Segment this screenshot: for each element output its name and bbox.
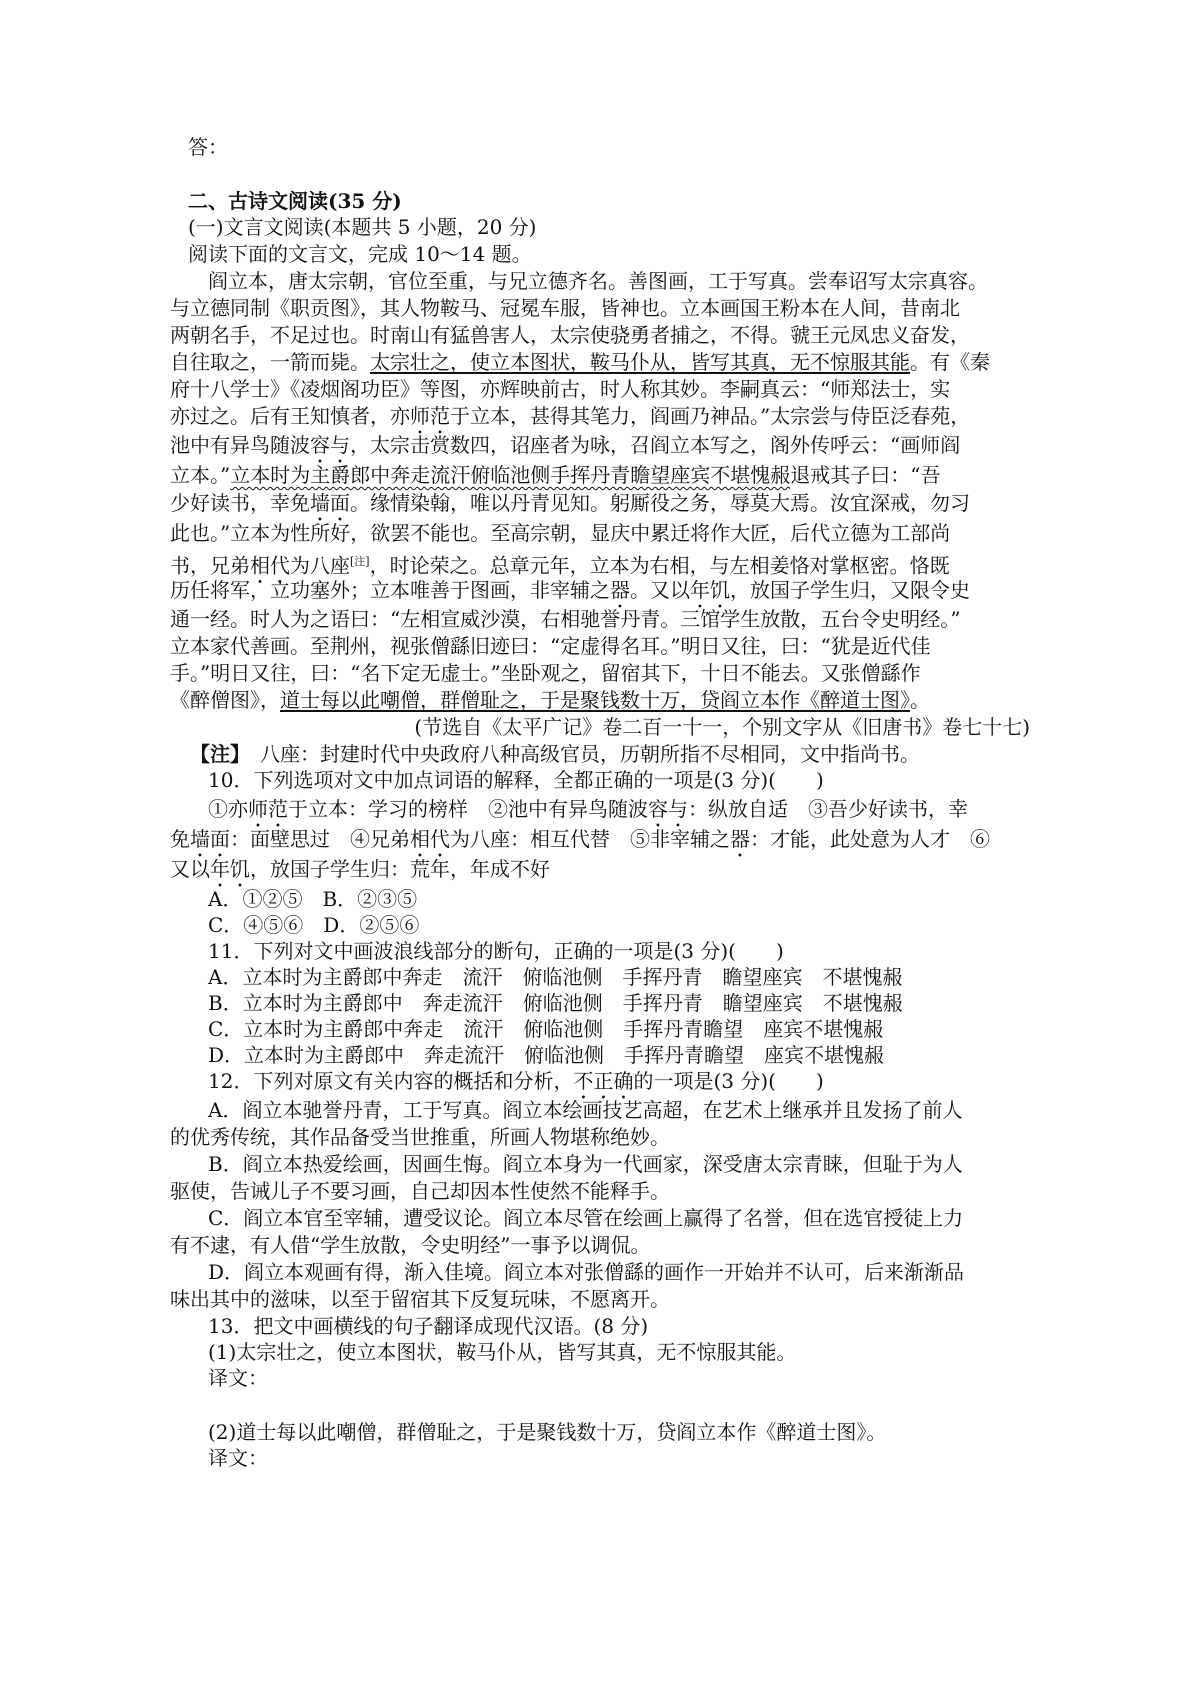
passage-text: 亦过之。后有王知慎者，亦 (170, 404, 410, 428)
passage-text: 。 (910, 688, 930, 712)
passage-line: 与立德同制《职贡图》，其人物鞍马、冠冕车服，皆神也。立本画国王粉本在人间，昔南北 (170, 296, 960, 320)
option-text: ：面壁思过 ④兄弟 (230, 827, 410, 851)
note (190, 741, 1032, 768)
dotted-word: 师范 (248, 797, 288, 821)
passage-line (170, 349, 1030, 376)
dotted-word: 容与 (310, 433, 350, 457)
section-instruction: 阅读下面的文言文，完成 10～14 题。 (188, 242, 532, 266)
sentence-to-translate: (1)太宗壮之，使立本图状，鞍马仆从，皆写其真，无不惊服其能。 (208, 1340, 797, 1364)
note-marker: [注] (350, 555, 370, 568)
passage-text: 立本。” (170, 463, 231, 487)
dotted-word: 师范 (410, 404, 450, 428)
stem-text: 12．下列对原文有关内容的概括和分析， (208, 1069, 574, 1093)
passage-text: 《醉僧图》， (170, 688, 280, 712)
passage-text: 。又以 (630, 578, 690, 602)
passage-text: ，时论荣之。总章元年，立本为右相，与左相姜恪对掌枢密。恪既 (369, 553, 950, 578)
question-option: B．阎立本热爱绘画，因画生悔。阎立本身为一代画家，深受唐太宗青睐，但耻于为人 (208, 1152, 963, 1176)
passage-text: 为八座 (290, 553, 350, 578)
option-text: ：纵放自适 ③吾少好读书，幸 (688, 797, 968, 821)
option-text: ①亦 (208, 797, 248, 821)
translation-label: 译文： (208, 1446, 268, 1470)
dotted-word: 容与 (648, 797, 688, 821)
question-option: A．立本时为主爵郎中奔走 流汗 俯临池侧 手挥丹青 瞻望座宾 不堪愧赧 (208, 965, 903, 989)
passage-text: 少好读书，幸免 (170, 491, 310, 515)
note-label: 【注】 (190, 742, 240, 766)
translate-sentence-1: 太宗壮之，使立本图状，鞍马仆从，皆写其真，无不惊服其能 (370, 350, 910, 374)
question-option: 的优秀传统，其作品备受当世推重，所画人物堪称绝妙。 (170, 1125, 670, 1149)
wavy-underlined-sentence: 立本时为主爵郎中奔走流汗俯临池侧手挥丹青瞻望座宾不堪愧赧 (230, 463, 791, 487)
question-option: 味出其中的滋味，以至于留宿其下反复玩味，不愿离开。 (170, 1287, 670, 1311)
question-option: 驱使，告诫儿子不要习画，自己却因本性使然不能释手。 (170, 1179, 670, 1203)
dotted-word: 墙面 (190, 827, 230, 851)
passage-line: 手。”明日又往，曰：“名下定无虚士。”坐卧观之，留宿其下，十日不能去。又张僧繇作 (170, 661, 921, 685)
passage-line: 府十八学士》《凌烟阁功臣》等图，亦辉映前古，时人称其妙。李嗣真云：“师郑法士，实 (170, 377, 951, 401)
question-option: D．立本时为主爵郎中 奔走流汗 俯临池侧 手挥丹青瞻望 座宾不堪愧赧 (208, 1043, 885, 1067)
question-option: C．阎立本官至宰辅，遭受议论。阎立本尽管在绘画上赢得了名誉，但在选官授徒上力 (208, 1206, 964, 1230)
passage-line: 通一经。时人为之语曰：“左相宣威沙漠，右相驰誉丹青。三馆学生放散，五台令史明经。” (170, 607, 961, 631)
passage-source: (节选自《太平广记》卷二百一十一，个别文字从《旧唐书》卷七十七) (414, 715, 1030, 739)
passage-line: 两朝名手，不足过也。时南山有猛兽害人，太宗使骁勇者捕之，不得。虢王元凤忠义奋发， (170, 323, 970, 347)
question-option: C．立本时为主爵郎中奔走 流汗 俯临池侧 手挥丹青瞻望 座宾不堪愧赧 (208, 1017, 884, 1041)
passage-line (170, 462, 1030, 489)
passage-text: 。有《秦 (910, 350, 990, 374)
option-text: ：才能，此处意为人才 ⑥ (750, 827, 990, 851)
passage-text: 书，兄弟 (170, 553, 250, 578)
passage-text: 自往取之，一箭而毙。 (170, 350, 370, 374)
question-stem: 11．下列对文中画波浪线部分的断句，正确的一项是(3 分)( ) (208, 939, 784, 963)
option-text: 为八座：相互代替 ⑤非宰辅之 (450, 827, 730, 851)
dotted-word: 器 (610, 578, 630, 602)
question-option: A．阎立本驰誉丹青，工于写真。阎立本绘画技艺高超，在艺术上继承并且发扬了前人 (208, 1098, 963, 1122)
passage-text: 。缘情染翰，唯以丹青见知。躬厮役之务，辱莫大焉。汝宜深戒，勿习 (350, 491, 970, 515)
question-option: B．立本时为主爵郎中 奔走流汗 俯临池侧 手挥丹青 瞻望座宾 不堪愧赧 (208, 991, 903, 1015)
passage-text: ，放国子学生归，又限令史 (730, 578, 970, 602)
passage-line (170, 687, 1030, 714)
question-option: 有不逮，有人借“学生放散，令史明经”一事予以调侃。 (170, 1233, 651, 1257)
option-text: 免 (170, 827, 190, 851)
dotted-word: 年饥 (690, 578, 730, 602)
dotted-word: 墙面 (310, 491, 350, 515)
section-title: 二、古诗文阅读(35 分) (188, 189, 402, 213)
option-text: 于立本：学习的榜样 ②池中有异鸟随波 (288, 797, 648, 821)
passage-line: 立本家代善画。至荆州，视张僧繇旧迹曰：“定虚得名耳。”明日又往，曰：“犹是近代佳 (170, 634, 931, 658)
answer-choices: C．④⑤⑥ D．②⑤⑥ (208, 913, 420, 937)
passage-text: ，太宗击赏数四，诏座者为咏，召阎立本写之，阁外传呼云：“画师阎 (350, 433, 961, 457)
option-text: ，放国子学生归：荒年，年成不好 (250, 857, 550, 881)
dotted-word: 不正确 (573, 1069, 634, 1093)
translation-label: 译文： (208, 1366, 268, 1390)
answer-label: 答： (188, 135, 228, 159)
translate-sentence-2: 道士每以此嘲僧，群僧耻之，于是聚钱数十万，贷阎立本作《醉道士图》 (280, 688, 910, 712)
sentence-to-translate: (2)道士每以此嘲僧，群僧耻之，于是聚钱数十万，贷阎立本作《醉道士图》。 (208, 1420, 887, 1444)
question-stem: 10．下列选项对文中加点词语的解释，全都正确的一项是(3 分)( ) (208, 768, 824, 792)
passage-text: 历任将军，立功塞外；立本唯善于图画，非宰辅之 (170, 578, 610, 602)
passage-text: 池中有异鸟随波 (170, 433, 310, 457)
question-stem: 13．把文中画横线的句子翻译成现代汉语。(8 分) (208, 1314, 649, 1338)
passage-text: 退戒其子曰：“吾 (790, 463, 941, 487)
passage-text: 于立本，甚得其笔力，阎画乃神品。”太宗尝与侍臣泛春苑， (450, 404, 971, 428)
section-subtitle: (一)文言文阅读(本题共 5 小题，20 分) (188, 215, 537, 239)
option-text: 又以 (170, 857, 210, 881)
note-text: 八座：封建时代中央政府八种高级官员，历朝所指不尽相同，文中指尚书。 (260, 742, 920, 766)
passage-line: 此也。”立本为性所好，欲罢不能也。至高宗朝，显庆中累迁将作大匠，后代立德为工部尚 (170, 521, 951, 545)
dotted-word: 相代 (410, 827, 450, 851)
dotted-word: 相代 (250, 553, 290, 578)
passage-line: 阎立本，唐太宗朝，官位至重，与兄立德齐名。善图画，工于写真。尝奉诏写太宗真容。 (208, 269, 988, 293)
question-option: D．阎立本观画有得，渐入佳境。阎立本对张僧繇的画作一开始并不认可，后来渐渐品 (208, 1260, 965, 1284)
answer-choices: A．①②⑤ B．②③⑤ (208, 887, 418, 911)
stem-text: 的一项是(3 分)( ) (633, 1069, 824, 1093)
dotted-word: 年饥 (210, 857, 250, 881)
dotted-word: 器 (730, 827, 750, 851)
